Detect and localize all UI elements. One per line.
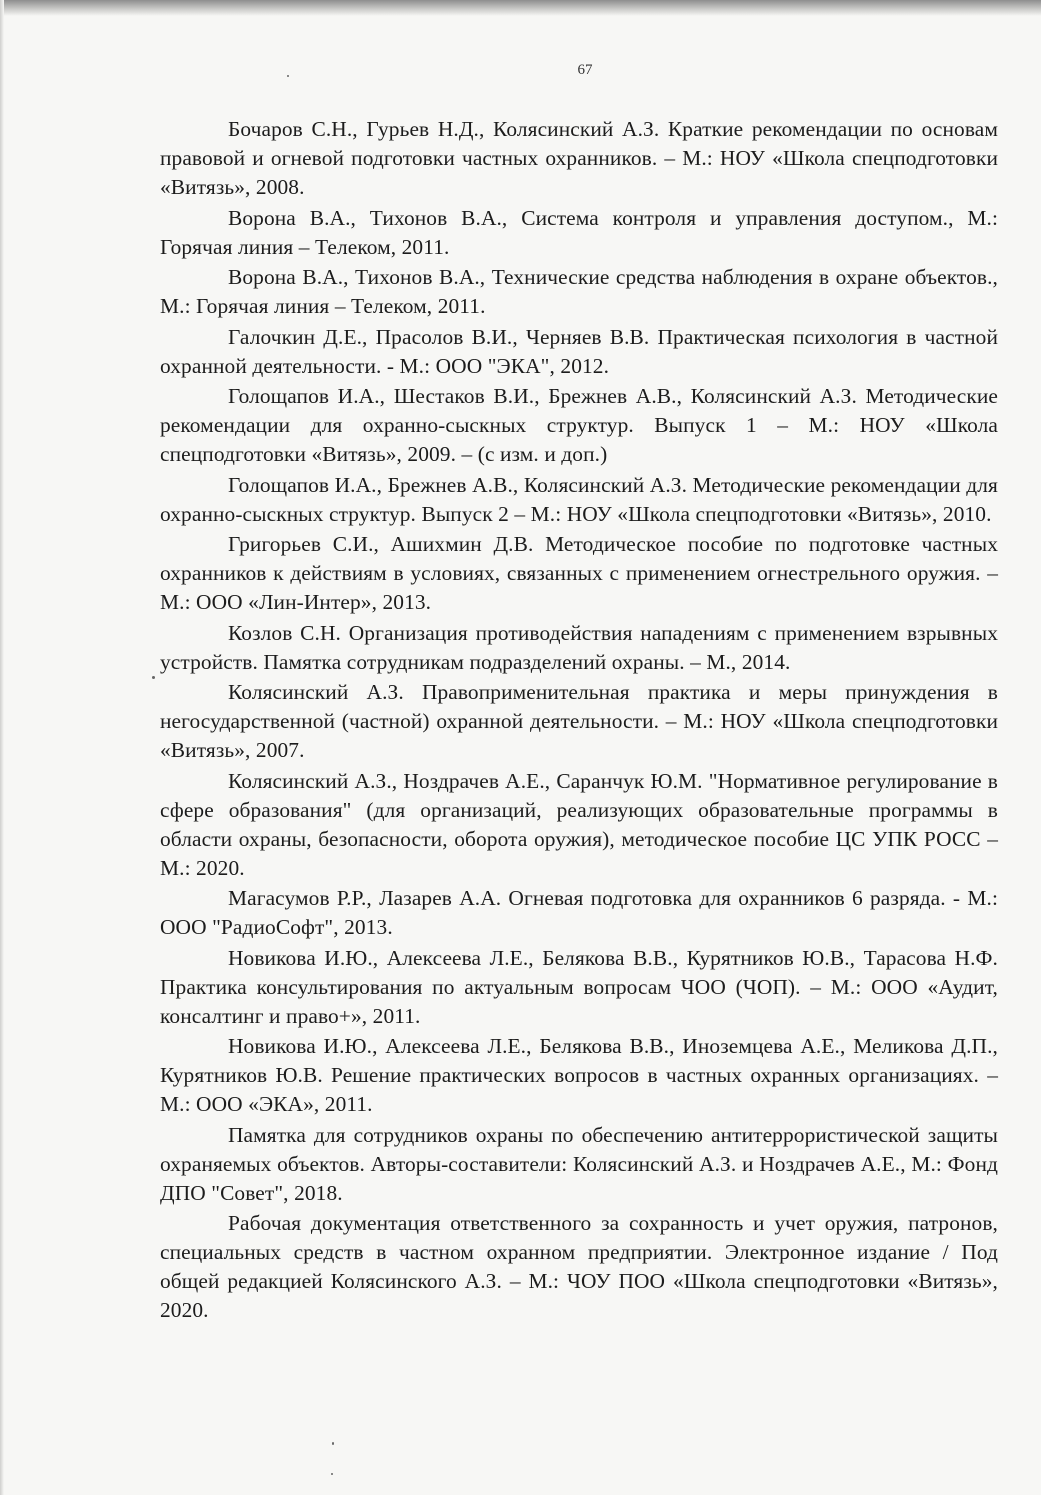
bibliography-entry: Ворона В.А., Тихонов В.А., Технические средства наблюдения в охране объектов., М.: Горячая линия – Телеком, 2011. bbox=[160, 265, 998, 318]
bibliography-list bbox=[160, 115, 998, 1327]
scan-speck bbox=[332, 1442, 334, 1445]
bibliography-entry: Памятка для сотрудников охраны по обеспечению антитеррористической защиты охраняемых объектов. Авторы-составители: Колясинский А.З. и Ноздрачев А.Е., М.: Фонд ДПО "Совет", 2018. bbox=[160, 1122, 998, 1205]
bibliography-entry: Новикова И.Ю., Алексеева Л.Е., Белякова В.В., Курятников Ю.В., Тарасова Н.Ф. Практика консультирования по актуальным вопросам ЧОО (ЧОП). – М.: ООО «Аудит, консалтинг и право+», 2011. bbox=[160, 945, 998, 1028]
bibliography-entry: Ворона В.А., Тихонов В.А., Система контроля и управления доступом., М.: Горячая линия – Телеком, 2011. bbox=[160, 205, 998, 259]
bibliography-entry: Голощапов И.А., Шестаков В.И., Брежнев А.В., Колясинский А.З. Методические рекомендации для охранно-сыскных структур. Выпуск 1 – М.: НОУ «Школа спецподготовки «Витязь», 2009. – (с изм. и доп.) bbox=[160, 384, 998, 466]
bibliography-entry: Григорьев С.И., Ашихмин Д.В. Методическое пособие по подготовке частных охранников к действиям в условиях, связанных с применением огнестрельного оружия. – М.: ООО «Лин-Интер», 2013. bbox=[160, 532, 998, 614]
bibliography-entry: Магасумов Р.Р., Лазарев А.А. Огневая подготовка для охранников 6 разряда. - М.: ООО "РадиоСофт", 2013. bbox=[160, 886, 998, 939]
page-number: 67 bbox=[577, 62, 593, 78]
bibliography-entry: Козлов С.Н. Организация противодействия нападениям с применением взрывных устройств. Памятка сотрудникам подразделений охраны. – М., 2014. bbox=[160, 620, 998, 674]
bibliography-entry: Рабочая документация ответственного за сохранность и учет оружия, патронов, специальных средств в частном охранном предприятии. Электронное издание / Под общей редакцией Колясинского А.З. – М.: ЧОУ ПОО «Школа спецподготовки «Витязь», 2020. bbox=[160, 1211, 998, 1322]
bibliography-entry: Галочкин Д.Е., Прасолов В.И., Черняев В.В. Практическая психология в частной охранной деятельности. - М.: ООО "ЭКА", 2012. bbox=[160, 324, 998, 378]
scan-speck bbox=[287, 75, 289, 77]
scan-speck bbox=[331, 1473, 333, 1475]
bibliography-entry: Голощапов И.А., Брежнев А.В., Колясинский А.З. Методические рекомендации для охранно-сыскных структур. Выпуск 2 – М.: НОУ «Школа спецподготовки «Витязь», 2010. bbox=[160, 472, 998, 526]
scan-left-edge bbox=[0, 0, 4, 1495]
bibliography-entry: Колясинский А.З. Правоприменительная практика и меры принуждения в негосударственной (частной) охранной деятельности. – М.: НОУ «Школа спецподготовки «Витязь», 2007. bbox=[160, 680, 998, 762]
scan-top-edge bbox=[0, 0, 1041, 16]
scan-speck bbox=[152, 676, 155, 679]
bibliography-entry: Новикова И.Ю., Алексеева Л.Е., Белякова В.В., Иноземцева А.Е., Меликова Д.П., Курятников Ю.В. Решение практических вопросов в частных охранных организациях. – М.: ООО «ЭКА», 2011. bbox=[160, 1034, 998, 1116]
bibliography-entry: Колясинский А.З., Ноздрачев А.Е., Саранчук Ю.М. "Нормативное регулирование в сфере образования" (для организаций, реализующих образовательные программы в области охраны, безопасности, оборота оружия), методическое пособие ЦС УПК РОСС – М.: 2020. bbox=[160, 768, 998, 880]
bibliography-entry: Бочаров С.Н., Гурьев Н.Д., Колясинский А.З. Краткие рекомендации по основам правовой и огневой подготовки частных охранников. – М.: НОУ «Школа спецподготовки «Витязь», 2008. bbox=[160, 117, 998, 199]
